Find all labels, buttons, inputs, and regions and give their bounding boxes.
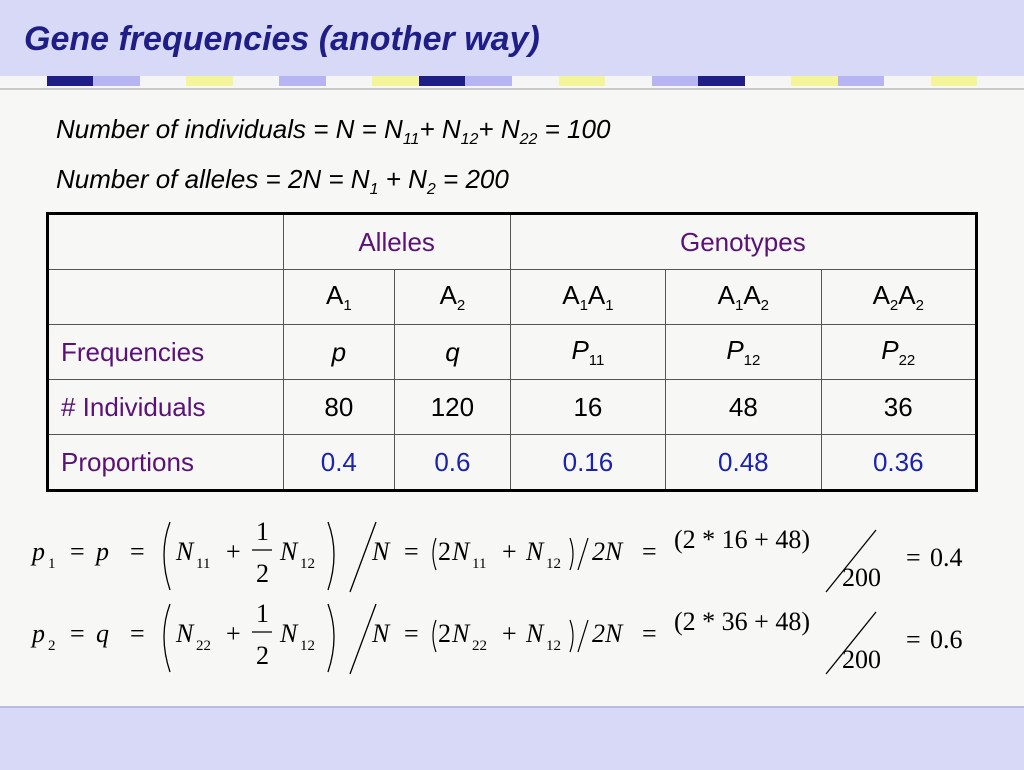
eq-text: = 100 bbox=[537, 114, 611, 144]
half-numerator: 1 bbox=[256, 599, 269, 628]
plus-sign: + bbox=[226, 537, 241, 566]
table-cell bbox=[395, 325, 511, 380]
equals-sign: = bbox=[906, 543, 921, 572]
allele-letter: A bbox=[898, 279, 916, 310]
allele-letter: A bbox=[743, 279, 761, 310]
n-sub: 12 bbox=[546, 556, 561, 572]
right-paren bbox=[328, 604, 334, 672]
division-slash bbox=[578, 538, 588, 570]
n-sub: 11 bbox=[196, 556, 211, 572]
table-row bbox=[48, 214, 977, 270]
cell-value: P bbox=[881, 334, 899, 365]
allele-index: 2 bbox=[456, 297, 466, 315]
formula-svg bbox=[30, 516, 1000, 596]
equals-sign: = bbox=[130, 619, 145, 648]
equals-sign: = bbox=[642, 537, 657, 566]
allele-letter: A bbox=[562, 279, 580, 310]
allele-index: 1 bbox=[343, 297, 352, 315]
allele-index: 1 bbox=[605, 297, 614, 315]
individuals-equation bbox=[56, 114, 610, 149]
allele-letter: A bbox=[717, 279, 735, 310]
row-label: # Individuals bbox=[48, 380, 284, 435]
right-paren bbox=[328, 522, 334, 590]
equals-sign: = bbox=[906, 625, 921, 654]
allele-index: 1 bbox=[579, 297, 588, 315]
eq-text: Number of alleles = 2N = N bbox=[56, 164, 370, 194]
n-var: N bbox=[452, 619, 470, 648]
half-denominator: 2 bbox=[256, 641, 269, 670]
equals-sign: = bbox=[130, 537, 145, 566]
genotype-symbol-cell bbox=[395, 270, 511, 325]
decorative-stripe bbox=[0, 76, 1024, 86]
cell-value: 16 bbox=[573, 391, 603, 422]
table-cell bbox=[395, 380, 511, 435]
table-cell bbox=[283, 380, 395, 435]
alleles-header: Alleles bbox=[283, 214, 510, 270]
table-cell bbox=[666, 380, 821, 435]
table-corner-cell bbox=[48, 214, 284, 270]
cell-value: 0.6 bbox=[434, 446, 471, 477]
footer-band bbox=[0, 706, 1024, 770]
equals-sign: = bbox=[70, 619, 85, 648]
lhs-sub: 1 bbox=[48, 556, 56, 572]
n-var: N bbox=[176, 619, 194, 648]
cell-value: 36 bbox=[883, 391, 913, 422]
slide-title: Gene frequencies (another way) bbox=[24, 20, 540, 58]
n-var: N bbox=[176, 537, 194, 566]
coefficient: 2 bbox=[438, 619, 451, 648]
allele-letter: A bbox=[587, 279, 606, 310]
genotype-symbol-cell bbox=[666, 270, 821, 325]
cell-value: p bbox=[331, 336, 347, 367]
fraction-denominator: 200 bbox=[842, 645, 881, 674]
table-empty-cell bbox=[48, 270, 284, 325]
fraction-numerator: (2 * 16 + 48) bbox=[674, 525, 810, 554]
allele-letter: A bbox=[439, 279, 457, 310]
table-cell bbox=[666, 435, 821, 491]
cell-subscript: 11 bbox=[588, 352, 605, 370]
two-n: 2N bbox=[592, 619, 623, 648]
cell-value: 120 bbox=[430, 391, 475, 422]
plus-sign: + bbox=[226, 619, 241, 648]
result-value: 0.4 bbox=[930, 543, 963, 572]
allele-index: 2 bbox=[889, 297, 899, 315]
eq-sub: 22 bbox=[519, 131, 538, 149]
table-cell bbox=[395, 435, 511, 491]
row-label: Frequencies bbox=[48, 325, 284, 380]
cell-value: q bbox=[445, 336, 460, 367]
plus-sign: + bbox=[502, 537, 517, 566]
frequency-table bbox=[46, 212, 978, 492]
eq-text: + N bbox=[378, 164, 427, 194]
cell-subscript: 12 bbox=[743, 352, 761, 370]
row-label: Proportions bbox=[48, 435, 284, 491]
cell-value: 0.48 bbox=[718, 446, 769, 477]
n-sub: 22 bbox=[196, 638, 211, 654]
cell-value: P bbox=[726, 334, 744, 365]
cell-value: 0.16 bbox=[562, 446, 614, 477]
p2-formula bbox=[30, 598, 1000, 685]
formula-svg bbox=[30, 598, 1000, 678]
n-var: N bbox=[372, 537, 390, 566]
allele-index: 2 bbox=[915, 297, 924, 315]
table-cell bbox=[666, 325, 821, 380]
eq-sub: 12 bbox=[460, 131, 479, 149]
freq-var: q bbox=[96, 619, 109, 648]
n-sub: 12 bbox=[300, 556, 315, 572]
allele-letter: A bbox=[325, 279, 344, 310]
right-paren bbox=[570, 538, 573, 570]
fraction-denominator: 200 bbox=[842, 563, 881, 592]
allele-index: 1 bbox=[734, 297, 744, 315]
cell-value: 80 bbox=[324, 391, 354, 422]
equals-sign: = bbox=[70, 537, 85, 566]
eq-sub: 1 bbox=[369, 181, 379, 199]
n-var: N bbox=[526, 619, 544, 648]
equals-sign: = bbox=[404, 537, 419, 566]
genotype-symbol-cell bbox=[510, 270, 665, 325]
division-slash bbox=[578, 620, 588, 652]
table-cell bbox=[821, 380, 976, 435]
genotype-symbol-cell bbox=[821, 270, 976, 325]
table-cell bbox=[510, 325, 665, 380]
genotype-symbol-cell bbox=[283, 270, 395, 325]
eq-sub: 2 bbox=[426, 181, 436, 199]
coefficient: 2 bbox=[438, 537, 451, 566]
cell-subscript: 22 bbox=[898, 352, 916, 370]
left-paren bbox=[433, 538, 436, 570]
left-paren bbox=[164, 604, 170, 672]
right-paren bbox=[570, 620, 573, 652]
half-numerator: 1 bbox=[256, 517, 269, 546]
n-var: N bbox=[452, 537, 470, 566]
equals-sign: = bbox=[642, 619, 657, 648]
table-cell bbox=[821, 435, 976, 491]
left-paren bbox=[433, 620, 436, 652]
n-sub: 11 bbox=[472, 556, 487, 572]
half-denominator: 2 bbox=[256, 559, 269, 588]
two-n: 2N bbox=[592, 537, 623, 566]
n-var: N bbox=[280, 537, 298, 566]
cell-value: 0.4 bbox=[320, 446, 357, 477]
table-row bbox=[48, 270, 977, 325]
freq-var: p bbox=[96, 537, 109, 566]
lhs-var: p bbox=[32, 619, 45, 648]
alleles-equation bbox=[56, 164, 509, 199]
cell-value: P bbox=[571, 334, 589, 365]
table-cell bbox=[821, 325, 976, 380]
table-cell bbox=[510, 380, 665, 435]
p1-formula bbox=[30, 516, 1000, 603]
table-cell bbox=[283, 435, 395, 491]
eq-sub: 11 bbox=[402, 131, 420, 149]
eq-text: + N bbox=[419, 114, 461, 144]
left-paren bbox=[164, 522, 170, 590]
equals-sign: = bbox=[404, 619, 419, 648]
table-cell bbox=[510, 435, 665, 491]
table-row bbox=[48, 325, 977, 380]
cell-value: 0.36 bbox=[872, 446, 924, 477]
cell-value: 48 bbox=[728, 391, 758, 422]
fraction-numerator: (2 * 36 + 48) bbox=[674, 607, 810, 636]
lhs-sub: 2 bbox=[48, 638, 56, 654]
n-sub: 12 bbox=[300, 638, 315, 654]
lhs-var: p bbox=[32, 537, 45, 566]
result-value: 0.6 bbox=[930, 625, 963, 654]
table-row bbox=[48, 435, 977, 491]
table-cell bbox=[283, 325, 395, 380]
eq-text: + N bbox=[478, 114, 520, 144]
n-var: N bbox=[280, 619, 298, 648]
eq-text: Number of individuals = N = N bbox=[56, 114, 403, 144]
allele-index: 2 bbox=[760, 297, 770, 315]
table-row bbox=[48, 380, 977, 435]
n-var: N bbox=[372, 619, 390, 648]
genotypes-header: Genotypes bbox=[510, 214, 976, 270]
n-var: N bbox=[526, 537, 544, 566]
n-sub: 12 bbox=[546, 638, 561, 654]
divider-line bbox=[0, 88, 1024, 90]
allele-letter: A bbox=[872, 279, 890, 310]
n-sub: 22 bbox=[472, 638, 487, 654]
plus-sign: + bbox=[502, 619, 517, 648]
eq-text: = 200 bbox=[435, 164, 509, 194]
